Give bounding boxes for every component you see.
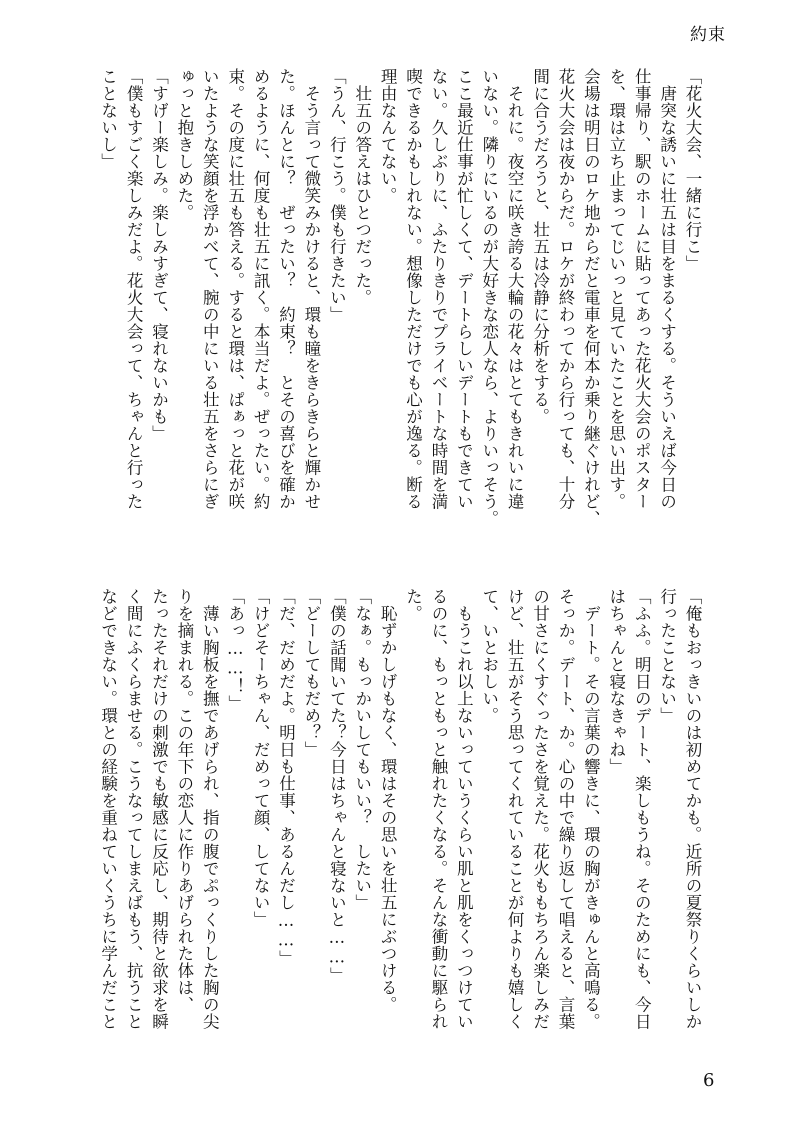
- text-line: て、いとおしい。: [479, 588, 499, 724]
- text-line: 「ふふ。明日のデート、楽しもうね。そのためにも、今日: [632, 588, 652, 1030]
- text-line: などできない。環との経験を重ねていくうちに学んだこと: [98, 588, 118, 1030]
- running-header-title: 約束: [690, 25, 726, 45]
- text-line: るのに、もっともっと触れたくなる。そんな衝動に駆られ: [428, 588, 448, 1030]
- text-line: た。: [403, 588, 423, 622]
- text-line: 「どーしてもだめ？」: [301, 588, 321, 758]
- text-line: ない。久しぶりに、ふたりきりでプライベートな時間を満: [428, 68, 448, 510]
- text-line: 壮五の答えはひとつだった。: [352, 68, 372, 306]
- text-line: 束。その度に壮五も答える。すると環は、ぱぁっと花が咲: [225, 68, 245, 510]
- text-line: 理由なんてない。: [378, 68, 398, 204]
- text-line: デート。その言葉の響きに、環の胸がきゅんと高鳴る。: [581, 588, 601, 1030]
- text-line: 仕事帰り、駅のホームに貼ってあった花火大会のポスター: [632, 68, 652, 510]
- text-line: そう言って微笑みかけると、環も瞳をきらきらと輝かせ: [301, 68, 321, 510]
- text-line: りを摘まれる。この年下の恋人に作りあげられた体は、: [174, 588, 194, 1013]
- text-block-lower: [95, 588, 705, 1043]
- text-line: いたような笑顔を浮かべて、腕の中にいる壮五をさらにぎ: [200, 68, 220, 510]
- text-line: ゅっと抱きしめた。: [174, 68, 194, 221]
- text-line: もうこれ以上ないっていうくらい肌と肌をくっつけてい: [454, 588, 474, 1030]
- text-line: 「僕の話聞いてた？今日はちゃんと寝ないと……」: [327, 588, 347, 984]
- text-line: 間に合うだろうと、壮五は冷静に分析をする。: [530, 68, 550, 425]
- text-line: 「だ、だめだよ。明日も仕事、あるんだし……」: [276, 588, 296, 967]
- text-line: 唐突な誘いに壮五は目をまるくする。そういえば今日の: [657, 68, 677, 510]
- text-line: 会場は明日のロケ地からだと電車を何本か乗り継ぐけれど、: [581, 68, 601, 527]
- text-line: はちゃんと寝なきゃね」: [606, 588, 626, 775]
- text-line: 「けどそーちゃん、だめって顔、してない」: [251, 588, 271, 928]
- text-line: めるように、何度も壮五に訊く。本当だよ。ぜったい。約: [251, 68, 271, 510]
- text-line: 行ったことない」: [657, 588, 677, 724]
- text-line: 「あっ……！」: [225, 588, 245, 712]
- text-line: 「花火大会、一緒に行こ」: [683, 68, 702, 272]
- text-line: そっか。デート、か。心の中で繰り返して唱えると、言葉: [555, 588, 575, 1030]
- text-line: 薄い胸板を撫であげられ、指の腹でぷっくりした胸の尖: [200, 588, 220, 1030]
- text-line: ここ最近仕事が忙しくて、デートらしいデートもできてい: [454, 68, 474, 510]
- text-line: を、環は立ち止まってじいっと見ていたことを思い出す。: [606, 68, 626, 510]
- text-line: 喫できるかもしれない。想像しただけでも心が逸る。断る: [403, 68, 423, 510]
- text-line: けど、壮五がそう思ってくれていることが何よりも嬉しく: [505, 588, 525, 1030]
- text-line: 「うん、行こう。僕も行きたい」: [327, 68, 347, 323]
- text-line: たったそれだけの刺激でも敏感に反応し、期待と欲求を瞬: [149, 588, 169, 1030]
- text-line: 「僕もすごく楽しみだよ。花火大会って、ちゃんと行った: [124, 68, 144, 510]
- text-line: 「俺もおっきいのは初めてかも。近所の夏祭りくらいしか: [683, 588, 702, 1030]
- text-line: 「すげー楽しみ。楽しみすぎて、寝れないかも」: [149, 68, 169, 442]
- text-line: 恥ずかしげもなく、環はその思いを壮五にぶつける。: [378, 588, 398, 1013]
- text-line: それに。夜空に咲き誇る大輪の花々はとてもきれいに違: [505, 68, 525, 510]
- text-line: た。ほんとに？ ぜったい？ 約束？ とその喜びを確か: [276, 68, 296, 510]
- text-line: ことないし」: [98, 68, 118, 170]
- page-number: 6: [703, 1070, 715, 1091]
- text-line: く間にふくらませる。こうなってしまえばもう、抗うこと: [124, 588, 144, 1030]
- text-line: の甘さにくすぐったさを覚えた。花火ももちろん楽しみだ: [530, 588, 550, 1030]
- text-block-upper: [95, 68, 705, 563]
- text-line: 「なぁ。もっかいしてもいい？ したい」: [352, 588, 372, 911]
- text-line: いない。隣りにいるのが大好きな恋人なら、よりいっそう。: [479, 68, 499, 527]
- text-line: 花火大会は夜からだ。ロケが終わってから行っても、十分: [555, 68, 575, 510]
